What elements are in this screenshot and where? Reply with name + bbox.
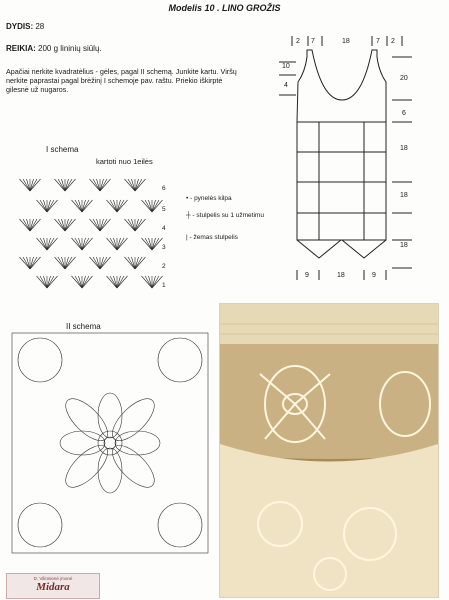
brand-logo	[6, 573, 100, 599]
requirements-label: REIKIA:	[6, 44, 36, 53]
legend-chain: • - pynelės kilpa	[186, 195, 232, 202]
stitch-fan	[142, 238, 163, 250]
row-number-5: 5	[162, 206, 166, 213]
right-dim-1: 20	[400, 75, 408, 82]
chain-stitch-icon: •	[186, 195, 189, 202]
stitch-fan	[142, 200, 163, 212]
logo-name: Midara	[36, 581, 70, 593]
stitch-fan	[90, 219, 111, 231]
bottom-dim-1: 9	[305, 272, 309, 279]
row-number-6: 6	[162, 185, 166, 192]
left-dim-1: 10	[282, 63, 290, 70]
stitch-fan	[20, 179, 41, 191]
logo-subtitle: D. Viliūnienė įmonė	[33, 576, 73, 581]
garment-diagram	[279, 36, 412, 280]
stitch-fan	[72, 276, 93, 288]
bottom-dim-3: 9	[372, 272, 376, 279]
schema1-title: I schema	[46, 145, 79, 154]
corner-motif	[18, 338, 62, 382]
stitch-fan	[20, 219, 41, 231]
petal	[106, 439, 161, 494]
schema2-title: II schema	[66, 322, 101, 331]
right-dim-5: 18	[400, 242, 408, 249]
bottom-dim-2: 18	[337, 272, 345, 279]
page-title: Modelis 10 . LINO GROŽIS	[168, 3, 281, 13]
stitch-fan	[55, 179, 76, 191]
stitch-fan	[107, 238, 128, 250]
top-dim-3: 18	[342, 38, 350, 45]
single-crochet-icon: |	[186, 234, 188, 241]
size-label: DYDIS:	[6, 22, 34, 31]
stitch-fan	[37, 238, 58, 250]
stitch-fan	[107, 200, 128, 212]
top-dim-2: 7	[311, 38, 315, 45]
row-number-2: 2	[162, 263, 166, 270]
top-dim-1: 2	[296, 38, 300, 45]
schema2-chart	[12, 333, 208, 553]
legend-single: | - žemas stulpelis	[186, 234, 238, 241]
stitch-fan	[20, 257, 41, 269]
row-number-1: 1	[162, 282, 166, 289]
corner-motif	[158, 503, 202, 547]
requirements-value: 200 g lininių siūlų.	[38, 44, 102, 53]
stitch-fan	[125, 179, 146, 191]
stitch-fan	[90, 179, 111, 191]
petal	[106, 392, 161, 447]
top-dim-5: 2	[391, 38, 395, 45]
stitch-fan	[55, 219, 76, 231]
stitch-fan	[55, 257, 76, 269]
stitch-fan	[125, 219, 146, 231]
right-dim-3: 18	[400, 145, 408, 152]
corner-motif	[18, 503, 62, 547]
lace-photo-drawing	[220, 304, 438, 597]
row-number-3: 3	[162, 244, 166, 251]
legend-double: ┼ - stulpelis su 1 užmetimu	[186, 212, 264, 219]
stitch-fan	[72, 238, 93, 250]
row-number-4: 4	[162, 225, 166, 232]
top-dim-4: 7	[376, 38, 380, 45]
instructions-text: Apačiai nerkite kvadratėlius - gėles, pagal II schemą. Junkite kartu. Viršų nerkite paprastai pagal brėžinį I schemoje pav. raštu. Priekio iškirptė gilesnė už nugaros.	[6, 67, 237, 95]
schema1-chart	[20, 179, 163, 288]
garment-photo	[219, 303, 439, 598]
stitch-fan	[125, 257, 146, 269]
stitch-fan	[37, 276, 58, 288]
schema1-repeat-note: kartoti nuo 1eilės	[96, 157, 153, 166]
corner-motif	[158, 338, 202, 382]
stitch-fan	[72, 200, 93, 212]
right-dim-2: 6	[402, 110, 406, 117]
double-crochet-icon: ┼	[186, 212, 191, 219]
right-dim-4: 18	[400, 192, 408, 199]
stitch-fan	[90, 257, 111, 269]
stitch-fan	[142, 276, 163, 288]
size-value: 28	[35, 22, 45, 31]
stitch-fan	[37, 200, 58, 212]
left-dim-2: 4	[284, 82, 288, 89]
stitch-fan	[107, 276, 128, 288]
